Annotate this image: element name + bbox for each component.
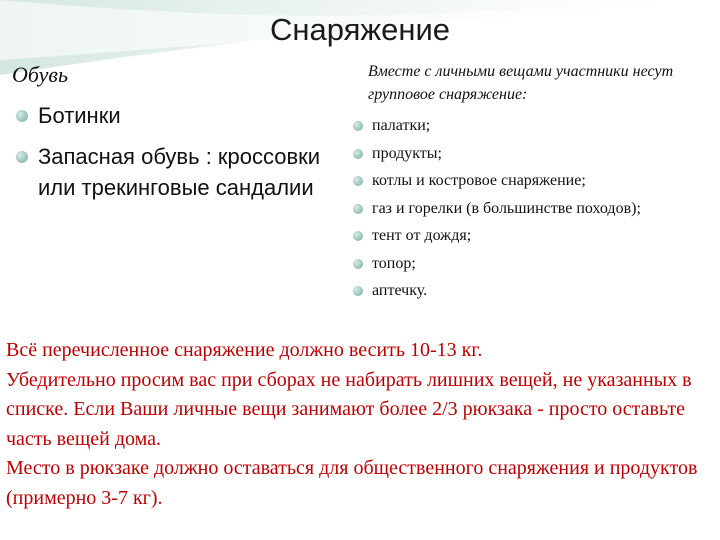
bullet-icon [353,231,363,241]
footwear-section [8,62,353,203]
group-gear-item-text: аптечку. [372,282,428,299]
bullet-icon [16,110,28,122]
group-gear-item-text: котлы и костровое снаряжение; [372,172,586,189]
group-gear-item [352,167,712,195]
group-gear-heading: Вместе с личными вещами участники несут групповое снаряжение: [368,63,674,103]
bullet-icon [353,286,363,296]
group-gear-item [352,250,712,278]
group-gear-item-text: топор; [372,254,416,272]
bullet-icon [353,149,363,159]
footwear-heading: Обувь [12,62,68,87]
group-gear-item [352,195,712,223]
footwear-item [8,141,353,203]
group-gear-item-text: газ и горелки (в большинстве походов); [372,199,641,217]
group-gear-item [352,222,712,250]
group-gear-item [352,112,712,140]
group-gear-item [352,140,712,168]
bullet-icon [353,121,363,131]
bullet-icon [353,259,363,269]
bullet-icon [16,151,28,163]
footwear-item-text: Ботинки [38,103,121,128]
group-gear-item-text: продукты; [372,144,442,162]
notice-paragraph: Убедительно просим вас при сборах не набирать лишних вещей, не указанных в списке. Если Ваши личные вещи занимают более 2/3 рюкзака - просто оставьте часть вещей дома. [6,368,692,450]
group-gear-item-text: тент от дождя; [372,227,472,244]
footwear-item [8,100,353,131]
weight-notice [6,336,716,513]
page-title: Снаряжение [269,12,451,47]
footwear-item-text: Запасная обувь : кроссовки или трекинговые сандалии [38,144,321,200]
bullet-icon [353,204,363,214]
group-gear-item-text: палатки; [372,117,431,134]
notice-paragraph: Всё перечисленное снаряжение должно весить 10-13 кг. [6,339,483,361]
notice-paragraph: Место в рюкзаке должно оставаться для общественного снаряжения и продуктов (примерно 3-7 кг). [6,457,698,509]
group-gear-section [352,60,712,305]
bullet-icon [353,176,363,186]
group-gear-item [352,277,712,305]
